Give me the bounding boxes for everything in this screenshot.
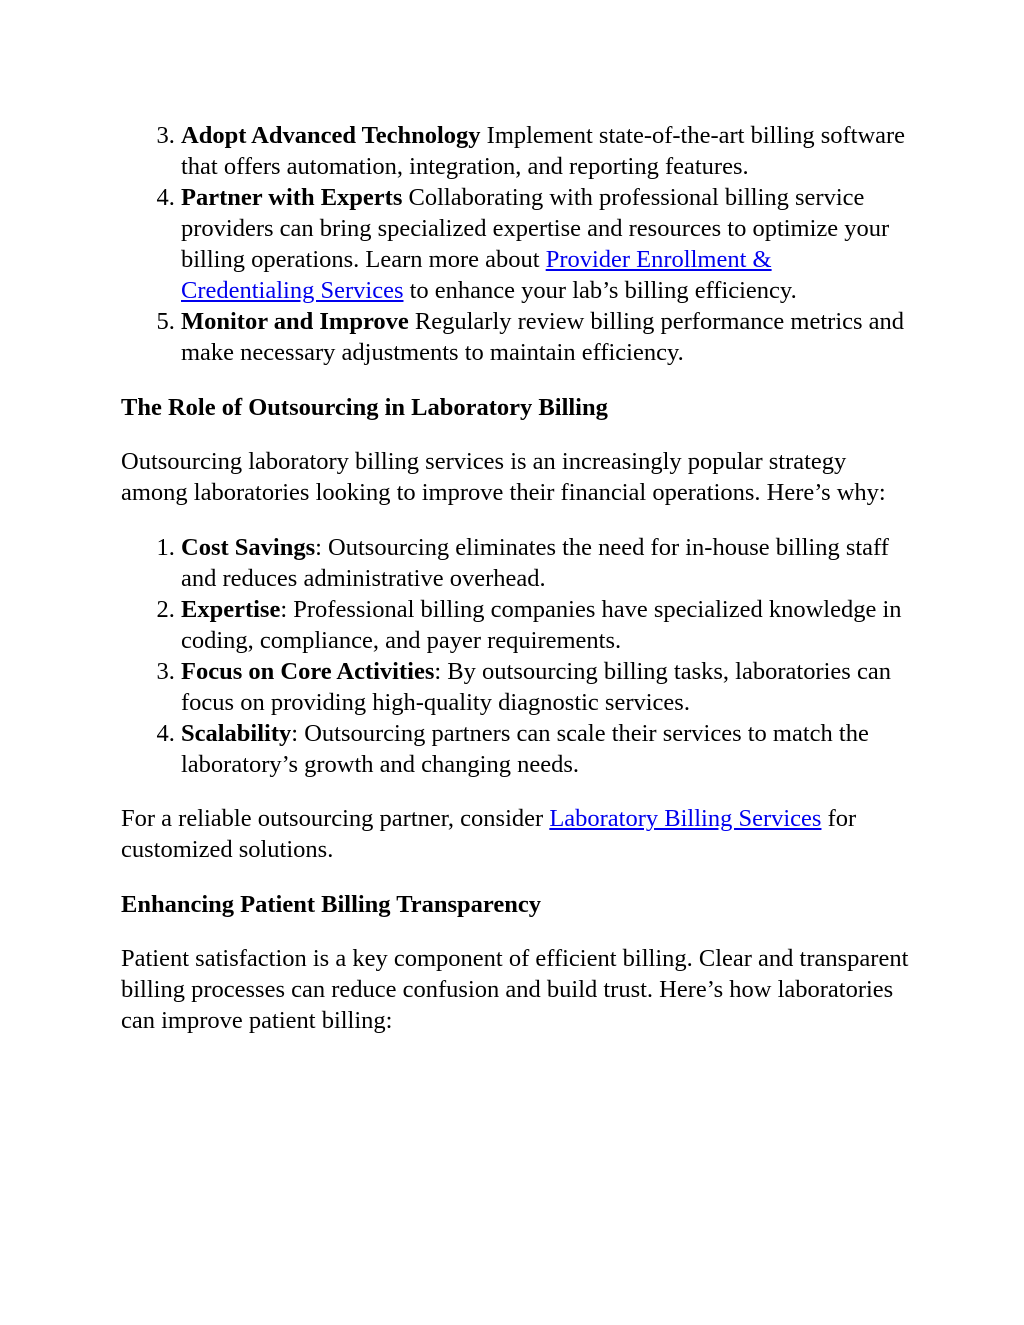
list-item [181, 594, 911, 656]
closing-text: For a reliable outsourcing partner, consider [121, 805, 550, 832]
list-item [181, 306, 911, 368]
provider-enrollment-link[interactable]: Provider Enrollment & Credentialing Services [181, 246, 772, 304]
list-item [181, 182, 911, 306]
item-lead: Expertise [181, 596, 281, 623]
laboratory-billing-services-link[interactable]: Laboratory Billing Services [549, 805, 822, 832]
outsourcing-closing [121, 803, 911, 865]
list-item [181, 656, 911, 718]
section-heading-outsourcing: The Role of Outsourcing in Laboratory Billing [121, 394, 608, 421]
section-heading-transparency: Enhancing Patient Billing Transparency [121, 891, 541, 918]
item-lead: Adopt Advanced Technology [181, 122, 481, 149]
item-text: : Outsourcing partners can scale their services to match the laboratory’s growth and changing needs. [181, 720, 869, 778]
transparency-intro: Patient satisfaction is a key component of efficient billing. Clear and transparent billing processes can reduce confusion and build trust. Here’s how laboratories can improve patient billing: [121, 945, 909, 1034]
list-item [181, 532, 911, 594]
document-page [121, 120, 911, 1036]
item-text: Implement state-of-the-art billing software that offers automation, integration, and reporting features. [181, 122, 906, 180]
item-lead: Monitor and Improve [181, 308, 409, 335]
outsourcing-benefits-list [121, 532, 911, 780]
item-lead: Focus on Core Activities [181, 658, 435, 685]
list-item [181, 120, 911, 182]
closing-text: for customized solutions. [121, 805, 857, 863]
item-text: : Professional billing companies have specialized knowledge in coding, compliance, and payer requirements. [181, 596, 902, 654]
strategies-list [121, 120, 911, 368]
item-text: : By outsourcing billing tasks, laboratories can focus on providing high-quality diagnostic services. [181, 658, 891, 716]
item-lead: Scalability [181, 720, 292, 747]
item-text: Collaborating with professional billing service providers can bring specialized expertise and resources to optimize your billing operations. Learn more about [181, 184, 890, 273]
outsourcing-intro: Outsourcing laboratory billing services is an increasingly popular strategy among laboratories looking to improve their financial operations. Here’s why: [121, 448, 886, 506]
item-lead: Partner with Experts [181, 184, 403, 211]
list-item [181, 718, 911, 780]
item-text: : Outsourcing eliminates the need for in-house billing staff and reduces administrative overhead. [181, 534, 889, 592]
item-text: Regularly review billing performance metrics and make necessary adjustments to maintain efficiency. [181, 308, 905, 366]
item-text: to enhance your lab’s billing efficiency. [403, 277, 797, 304]
item-lead: Cost Savings [181, 534, 316, 561]
